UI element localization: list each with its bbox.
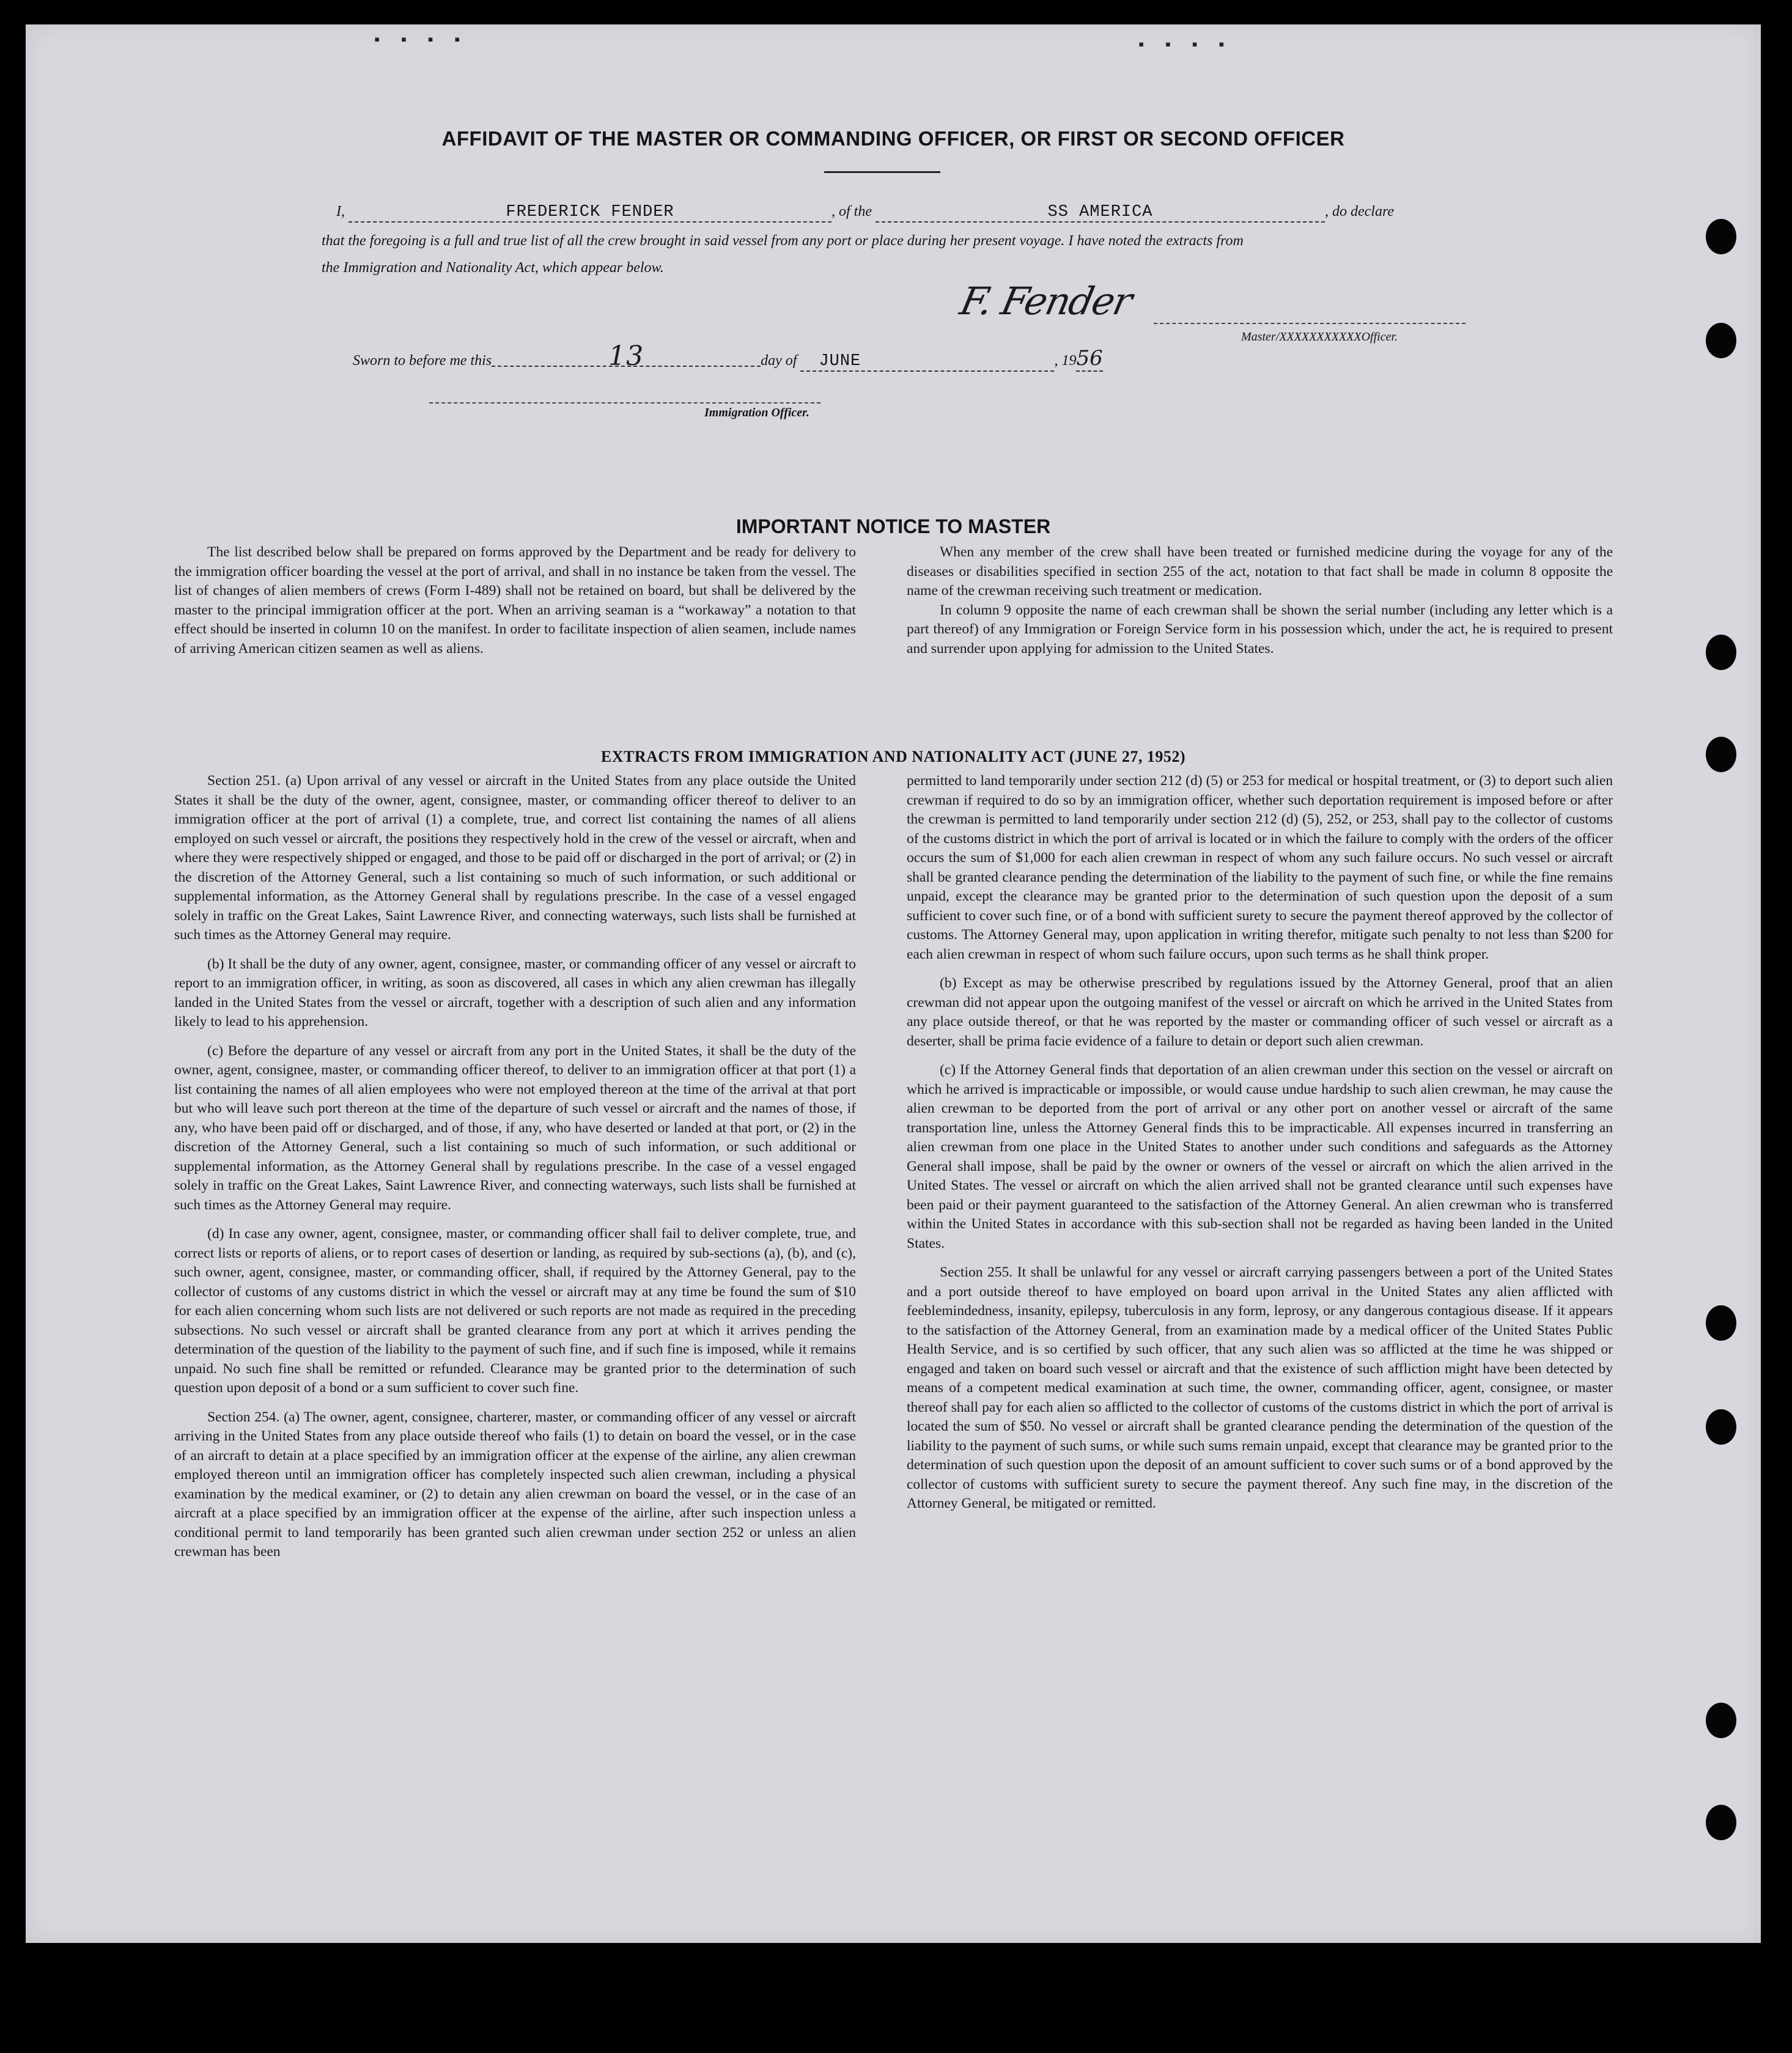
signature-caption: Master/XXXXXXXXXXXOfficer. xyxy=(1241,330,1398,344)
year-prefix: , 19 xyxy=(1054,353,1077,369)
affidavit-title: AFFIDAVIT OF THE MASTER OR COMMANDING OFFICER, OR FIRST OR SECOND OFFICER xyxy=(441,127,1345,150)
scan-speck: ▪ ▪ ▪ ▪ xyxy=(374,31,469,48)
punch-hole xyxy=(1706,635,1736,670)
sworn-day-field: 13 xyxy=(492,347,761,367)
immigration-officer-caption: Immigration Officer. xyxy=(704,406,809,419)
sworn-month-field: JUNE xyxy=(800,352,1054,372)
extract-paragraph: Section 254. (a) The owner, agent, consignee, charterer, master, or commanding officer of any vessel or aircraft arriving in the United States from any place outside thereof who fails (1) to detain on board the vessel, or in the case of an aircraft to detain at a place specified by an immigration officer at the expense of the airline, any alien crewman employed thereon until an immigration officer has completely inspected such alien crewman, including a physical examination by the medical examiner, or (2) to detain any alien crewman on board the vessel, or in the case of an aircraft at a place specified by an immigration officer at the expense of the airline, after such inspection unless a conditional permit to land temporarily has been granted such alien crewman under section 252 or unless an alien crewman has been xyxy=(174,1409,856,1560)
punch-hole xyxy=(1706,1409,1736,1445)
extract-paragraph: permitted to land temporarily under section 212 (d) (5) or 253 for medical or hospital treatment, or (3) to deport such alien crewman if required to do so by an immigration officer, whether such deportation requirement is imposed before or after the crewman is permitted to land temporarily under section 212 (d) (5), 252, or 253, shall pay to the collector of customs of the customs district in which the port of arrival is located or in which the failure to comply with the orders of the officer occurs the sum of $1,000 for each alien crewman in respect of whom any such failure occurs. No such vessel or aircraft shall be granted clearance pending the determination of the liability to the payment of such fine, or while the fine remains unpaid, except the clearance may be granted prior to the determination of such question upon the deposit of a sum sufficient to cover such fine, or of a bond with sufficient surety to secure the payment thereof approved by the collector of customs. The Attorney General may, upon application in writing therefor, mitigate such penalty to not less than $200 for each alien crewman in respect of whom such failure occurs, upon such terms as he shall think proper. xyxy=(907,773,1613,962)
oath-line-1 xyxy=(336,203,1394,223)
officer-name-field: FREDERICK FENDER xyxy=(348,203,831,223)
scan-speck: ▪ ▪ ▪ ▪ xyxy=(1138,35,1233,53)
sworn-prefix: Sworn to before me this xyxy=(353,353,492,369)
sworn-year-field: 56 xyxy=(1076,346,1103,370)
oath-text-line-2: the Immigration and Nationality Act, which appear below. xyxy=(322,260,664,276)
do-declare-label: , do declare xyxy=(1325,204,1395,219)
of-the-label: , of the xyxy=(831,204,872,219)
day-of-label: day of xyxy=(761,353,797,369)
extract-paragraph: (b) Except as may be otherwise prescribed by regulations issued by the Attorney General, proof that an alien crewman did not appear upon the outgoing manifest of the vessel or aircraft on which he arrived in the United States from any place outside thereof, or that he was reported by the master or commanding officer of such vessel or aircraft as a deserter, shall be prima facie evidence of a failure to detain or deport such alien crewman. xyxy=(907,975,1613,1049)
document-page xyxy=(26,24,1761,1943)
punch-hole xyxy=(1706,219,1736,254)
notice-title: IMPORTANT NOTICE TO MASTER xyxy=(736,515,1051,537)
oath-text xyxy=(322,227,1495,281)
notice-paragraph: The list described below shall be prepared on forms approved by the Department and be ready for delivery to the immigration officer boarding the vessel at the port of arrival, and shall in no instance be taken from the vessel. The list of changes of alien members of crews (Form I-489) shall not be retained on board, but shall be delivered by the master to the principal immigration officer at the port. When an arriving seaman is a “workaway” a notation to that effect should be inserted in column 10 on the manifest. In order to facilitate inspection of alien seamen, include names of arriving American citizen seamen as well as aliens. xyxy=(174,544,856,657)
sworn-line xyxy=(353,341,1103,372)
extract-paragraph: (d) In case any owner, agent, consignee, master, or commanding officer shall fail to deliver complete, true, and correct lists or reports of aliens, or to report cases of desertion or landing, as required by sub-sections (a), (b), and (c), such owner, agent, consignee, master, or commanding officer, shall, if required by the Attorney General, pay to the collector of customs of any customs district in which the vessel or aircraft may at any time be found the sum of $10 for each alien concerning whom such lists are not delivered or such reports are not made as required in the preceding subsections. No such vessel or aircraft shall be granted clearance from any port at which it arrives pending the determination of the question of the liability to the payment of such fine, and if such fine is imposed, while it remains unpaid. No such fine shall be remitted or refunded. Clearance may be granted prior to the determination of such question upon deposit of a bond or a sum sufficient to cover such fine. xyxy=(174,1226,856,1396)
extracts-left-column xyxy=(174,772,856,1572)
extract-paragraph: Section 255. It shall be unlawful for any vessel or aircraft carrying passengers between a port of the United States and a port outside thereof to have employed on board upon arrival in the United States any alien afflicted with feeblemindedness, insanity, epilepsy, tuberculosis in any form, leprosy, or any dangerous contagious disease. If it appears to the satisfaction of the Attorney General, from an examination made by a medical officer of the United States Public Health Service, and is so certified by such officer, that any such alien was so afflicted at the time he was shipped or engaged and taken on board such vessel or aircraft and that the existence of such affliction might have been detected by means of a competent medical examination at such time, the owner, commanding officer, agent, consignee, or master thereof shall pay for each alien so afflicted to the collector of customs of the customs district in which the port of arrival is located the sum of $50. No vessel or aircraft shall be granted clearance pending the determination of the question of the liability to the payment of such sums, or while such sums remain unpaid, except that clearance may be granted prior to the determination of such question upon the deposit of an amount sufficient to cover such sums or of a bond approved by the collector of customs with sufficient surety to secure the payment thereof. Any such fine may, in the discretion of the Attorney General, be mitigated or remitted. xyxy=(907,1264,1613,1511)
extract-paragraph: (b) It shall be the duty of any owner, agent, consignee, master, or commanding officer of any vessel or aircraft to report to an immigration officer, in writing, as soon as discovered, all cases in which any alien crewman has illegally landed in the United States from the vessel or aircraft, together with a description of such alien and any information likely to lead to his apprehension. xyxy=(174,956,856,1030)
punch-hole xyxy=(1706,1703,1736,1738)
notice-paragraph: In column 9 opposite the name of each crewman shall be shown the serial number (including any letter which is a part thereof) of any Immigration or Foreign Service form in his possession which, under the act, he is required to present and surrender upon applying for admission to the United States. xyxy=(907,602,1613,657)
punch-hole xyxy=(1706,323,1736,358)
signature-line xyxy=(1154,323,1466,324)
notice-right-column xyxy=(907,543,1613,668)
extracts-right-column xyxy=(907,772,1613,1524)
title-underline xyxy=(824,171,940,173)
notice-left-column xyxy=(174,543,856,668)
extract-paragraph: (c) Before the departure of any vessel or aircraft from any port in the United States, it shall be the duty of the owner, agent, consignee, master, or commanding officer thereof, to deliver to an immigration officer at that port (1) a list containing the names of all alien employees who were not employed thereon at the time of the arrival at that port but who will leave such port thereon at the time of the departure of such vessel or aircraft and the names of those, if any, who have been paid off or discharged, and of those, if any, who have deserted or landed at that port, or (2) in the discretion of the Attorney General, such a list containing so much of such information, or such additional or supplemental information, as the Attorney General shall by regulations prescribe. In the case of a vessel engaged solely in traffic on the Great Lakes, Saint Lawrence River, and connecting waterways, such lists shall be furnished at such times as the Attorney General may require. xyxy=(174,1042,856,1213)
master-signature: F. Fender xyxy=(956,279,1135,323)
oath-text-line-1: that the foregoing is a full and true list of all the crew brought in said vessel from any port or place during her present voyage. I have noted the extracts from xyxy=(322,233,1244,249)
punch-hole xyxy=(1706,1305,1736,1341)
punch-hole xyxy=(1706,1805,1736,1840)
oath-prefix: I, xyxy=(336,204,345,219)
extract-paragraph: Section 251. (a) Upon arrival of any vessel or aircraft in the United States from any place outside the United States it shall be the duty of the owner, agent, consignee, master, or commanding officer thereof to deliver to an immigration officer at the port of arrival (1) a complete, true, and correct list containing the names of all aliens employed on such vessel or aircraft, the positions they respectively hold in the crew of the vessel or aircraft, when and where they were respectively shipped or engaged, and those to be paid off or discharged in the port of arrival; or (2) in the discretion of the Attorney General, such a list containing so much of such information, or such additional or supplemental information, as the Attorney General shall by regulations prescribe. In the case of a vessel engaged solely in traffic on the Great Lakes, Saint Lawrence River, and connecting waterways, such lists shall be furnished at such times as the Attorney General may require. xyxy=(174,773,856,943)
extract-paragraph: (c) If the Attorney General finds that deportation of an alien crewman under this section on the vessel or aircraft on which he arrived is impracticable or impossible, or would cause undue hardship to such alien crewman, he may cause the alien crewman to be deported from the port of arrival or any other port on another vessel or aircraft of the same transportation line, unless the Attorney General finds this to be impracticable. All expenses incurred in transferring an alien crewman from one place in the United States to another under such conditions and safeguards as the Attorney General shall impose, shall be paid by the owner or owners of the vessel or aircraft on which the alien arrived in the United States. The vessel or aircraft on which the alien arrived shall not be granted clearance until such expenses have been paid or their payment guaranteed to the satisfaction of the Attorney General. An alien crewman who is transferred within the United States in accordance with this sub-section shall not be regarded as having been landed in the United States. xyxy=(907,1062,1613,1251)
extracts-title: EXTRACTS FROM IMMIGRATION AND NATIONALITY ACT (JUNE 27, 1952) xyxy=(600,748,1186,765)
vessel-name-field: SS AMERICA xyxy=(876,203,1325,223)
notice-paragraph: When any member of the crew shall have been treated or furnished medicine during the voyage for any of the diseases or disabilities specified in section 255 of the act, notation to that fact shall be made in column 8 opposite the name of the crewman receiving such treatment or medication. xyxy=(907,544,1613,599)
immigration-officer-line xyxy=(429,402,820,404)
